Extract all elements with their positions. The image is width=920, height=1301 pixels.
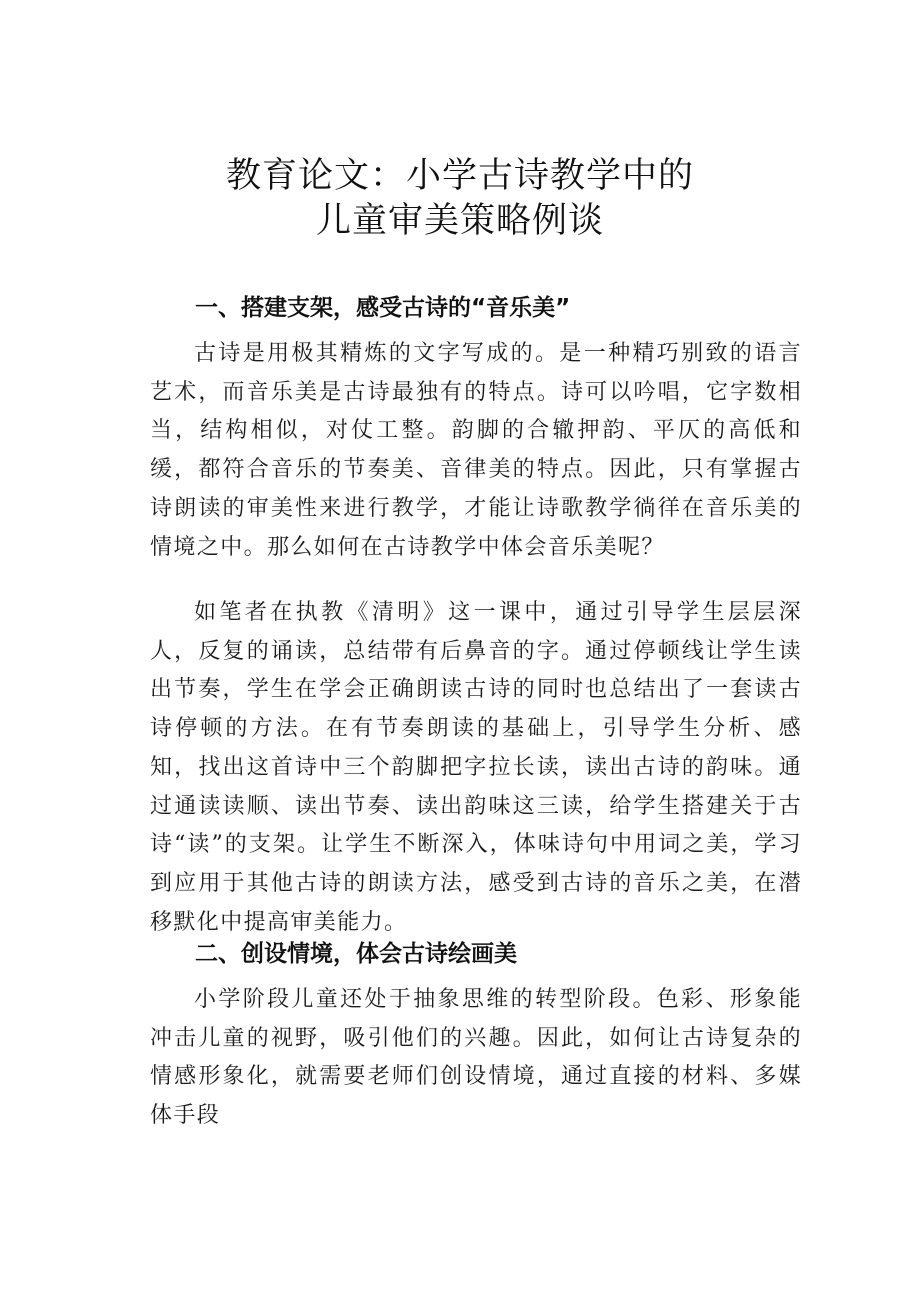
section-1-paragraph-2: 如笔者在执教《清明》这一课中，通过引导学生层层深人，反复的诵读，总结带有后鼻音的字。通过停顿线让学生读出节奏，学生在学会正确朗读古诗的同时也总结出了一套读古诗停顿的方法。在有节奏朗读的基础上，引导学生分析、感知，找出这首诗中三个韵脚把字拉长读，读出古诗的韵味。通过通读读顺、读出节奏、读出韵味这三读，给学生搭建关于古诗“读”的支架。让学生不断深入，体味诗句中用词之美，学习到应用于其他古诗的朗读方法，感受到古诗的音乐之美，在潜移默化中提高审美能力。 [150,600,802,935]
section-1-heading: 一、搭建支架，感受古诗的“音乐美” [195,295,571,321]
document-title-line-1: 教育论文：小学古诗教学中的 [225,156,694,196]
section-1-paragraph-1: 古诗是用极其精炼的文字写成的。是一种精巧别致的语言艺术，而音乐美是古诗最独有的特点。诗可以吟唱，它字数相当，结构相似，对仗工整。韵脚的合辙押韵、平仄的高低和缓，都符合音乐的节奏美、音律美的特点。因此，只有掌握古诗朗读的审美性来进行教学，才能让诗歌教学徜徉在音乐美的情境之中。那么如何在古诗教学中体会音乐美呢？ [150,341,802,560]
document-title-line-2: 儿童审美策略例谈 [315,201,604,241]
section-2-paragraph-1: 小学阶段儿童还处于抽象思维的转型阶段。色彩、形象能冲击儿童的视野，吸引他们的兴趣。因此，如何让古诗复杂的情感形象化，就需要老师们创设情境，通过直接的材料、多媒体手段 [150,987,802,1129]
section-2-heading: 二、创设情境，体会古诗绘画美 [195,941,517,967]
